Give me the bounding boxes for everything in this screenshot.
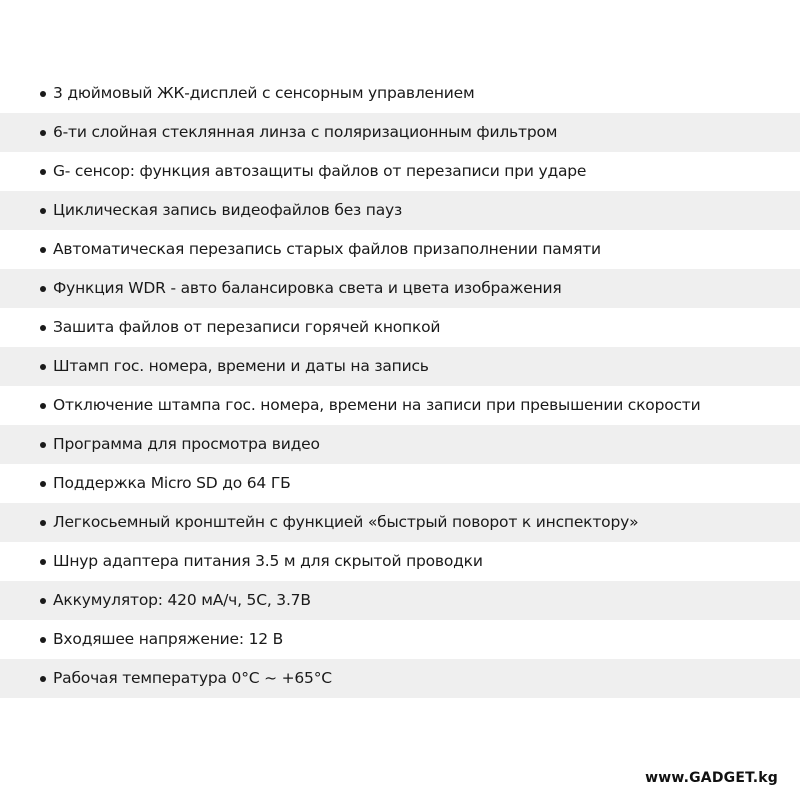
feature-item-g-sensor bbox=[0, 152, 800, 191]
feature-item-wdr bbox=[0, 269, 800, 308]
bullet-icon bbox=[40, 169, 46, 175]
feature-item-lens bbox=[0, 113, 800, 152]
bullet-icon bbox=[40, 364, 46, 370]
feature-text: Автоматическая перезапись старых файлов призаполнении памяти bbox=[53, 239, 601, 258]
feature-item-software bbox=[0, 425, 800, 464]
feature-item-stamp bbox=[0, 347, 800, 386]
bullet-icon bbox=[40, 637, 46, 643]
feature-item-auto-overwrite bbox=[0, 230, 800, 269]
feature-text: 6-ти слойная стеклянная линза с поляризационным фильтром bbox=[53, 122, 558, 141]
bullet-icon bbox=[40, 598, 46, 604]
bullet-icon bbox=[40, 286, 46, 292]
feature-item-loop-recording bbox=[0, 191, 800, 230]
bullet-icon bbox=[40, 403, 46, 409]
feature-item-bracket bbox=[0, 503, 800, 542]
bullet-icon bbox=[40, 91, 46, 97]
site-watermark: www.GADGET.kg bbox=[645, 770, 778, 786]
feature-item-battery bbox=[0, 581, 800, 620]
feature-item-file-protection bbox=[0, 308, 800, 347]
feature-text: G- сенсор: функция автозащиты файлов от перезаписи при ударе bbox=[53, 161, 587, 180]
feature-item-microsd bbox=[0, 464, 800, 503]
feature-text: 3 дюймовый ЖК-дисплей с сенсорным управлением bbox=[53, 83, 475, 102]
bullet-icon bbox=[40, 130, 46, 136]
bullet-icon bbox=[40, 520, 46, 526]
feature-item-display bbox=[0, 74, 800, 113]
bullet-icon bbox=[40, 559, 46, 565]
feature-text: Аккумулятор: 420 мА/ч, 5С, 3.7В bbox=[53, 590, 311, 609]
feature-text: Легкосьемный кронштейн с функцией «быстрый поворот к инспектору» bbox=[53, 512, 639, 531]
feature-item-power-cable bbox=[0, 542, 800, 581]
feature-text: Зашита файлов от перезаписи горячей кнопкой bbox=[53, 317, 441, 336]
feature-text: Отключение штампа гос. номера, времени на записи при превышении скорости bbox=[53, 395, 701, 414]
feature-item-stamp-disable bbox=[0, 386, 800, 425]
bullet-icon bbox=[40, 208, 46, 214]
bullet-icon bbox=[40, 247, 46, 253]
feature-text: Циклическая запись видеофайлов без пауз bbox=[53, 200, 403, 219]
bullet-icon bbox=[40, 325, 46, 331]
feature-text: Штамп гос. номера, времени и даты на запись bbox=[53, 356, 429, 375]
feature-text: Шнур адаптера питания 3.5 м для скрытой проводки bbox=[53, 551, 483, 570]
bullet-icon bbox=[40, 481, 46, 487]
feature-text: Программа для просмотра видео bbox=[53, 434, 320, 453]
feature-text: Функция WDR - авто балансировка света и цвета изображения bbox=[53, 278, 562, 297]
feature-list bbox=[0, 74, 800, 698]
bullet-icon bbox=[40, 442, 46, 448]
feature-item-input-voltage bbox=[0, 620, 800, 659]
feature-item-operating-temperature bbox=[0, 659, 800, 698]
bullet-icon bbox=[40, 676, 46, 682]
feature-text: Поддержка Micro SD до 64 ГБ bbox=[53, 473, 291, 492]
feature-text: Рабочая температура 0°С ~ +65°С bbox=[53, 668, 332, 687]
feature-text: Входяшее напряжение: 12 В bbox=[53, 629, 284, 648]
